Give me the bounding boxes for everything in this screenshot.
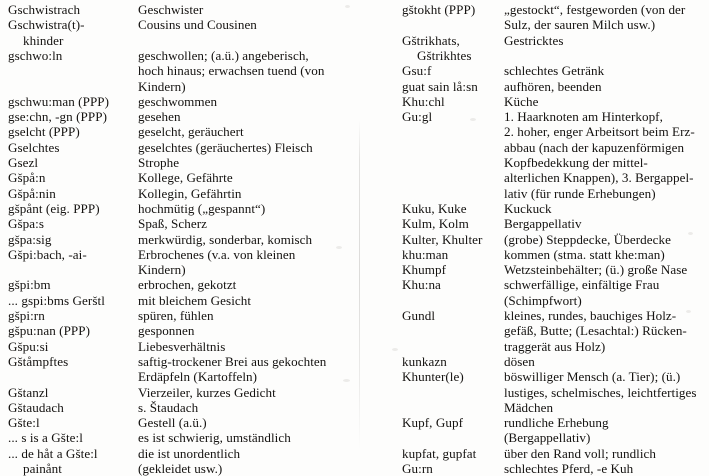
glossary-line — [0, 33, 355, 48]
glossary-definition: merkwürdig, sonderbar, komisch — [138, 231, 313, 247]
glossary-definition: geschwommen — [138, 93, 218, 109]
glossary-definition: hoch hinaus; erwachsen tuend (von — [138, 63, 325, 79]
glossary-headword: gschwo:ln — [8, 47, 63, 63]
glossary-line — [0, 339, 355, 354]
glossary-definition: geselchtes (geräuchertes) Fleisch — [138, 139, 313, 155]
glossary-definition: gesehen — [138, 109, 181, 125]
glossary-line — [355, 17, 709, 32]
glossary-definition: hochmütig („gespannt“) — [138, 200, 266, 216]
glossary-headword: khu:man — [402, 246, 449, 262]
glossary-line — [0, 79, 355, 94]
glossary-line — [355, 155, 709, 170]
glossary-definition: Kollege, Gefährte — [138, 170, 233, 186]
glossary-definition: kleines, rundes, bauchiges Holz- — [504, 308, 677, 323]
glossary-headword: Kuku, Kuke — [402, 200, 467, 216]
glossary-line — [355, 323, 709, 338]
glossary-headword: Gschwistrach — [8, 2, 81, 17]
glossary-definition: 2. hoher, enger Arbeitsort beim Erz- — [504, 124, 695, 140]
glossary-headword: gšpa:sig — [8, 231, 52, 247]
glossary-line — [0, 216, 355, 231]
glossary-headword: gšpu:nan (PPP) — [8, 323, 91, 339]
glossary-definition: traggerät aus Holz) — [504, 338, 606, 354]
glossary-headword: gšpånt (eig. PPP) — [8, 200, 100, 216]
glossary-headword: Gštrikhtes — [417, 47, 472, 63]
glossary-headword: Kulter, Khulter — [402, 231, 483, 247]
glossary-definition: (Bergappellativ) — [504, 430, 591, 446]
glossary-headword: Gu:gl — [402, 109, 433, 125]
glossary-definition: Liebesverhältnis — [138, 338, 226, 354]
glossary-headword: painånt — [23, 461, 62, 476]
glossary-headword: Gšpå:n — [8, 170, 46, 186]
glossary-line — [355, 2, 709, 17]
glossary-definition: lativ (für runde Erhebungen) — [504, 185, 656, 201]
glossary-line — [0, 201, 355, 216]
glossary-definition: schlechtes Pferd, -e Kuh — [504, 461, 634, 476]
glossary-definition: aufhören, beenden — [504, 78, 602, 94]
glossary-headword: ... de håt a Gšte:l — [8, 445, 98, 461]
glossary-definition: Spaß, Scherz — [138, 216, 207, 232]
glossary-line — [355, 415, 709, 430]
glossary-headword: Khu:chl — [402, 93, 445, 109]
glossary-line — [355, 63, 709, 78]
glossary-line — [0, 415, 355, 430]
glossary-headword: Gschwistra(t)- — [8, 17, 85, 33]
glossary-line — [355, 369, 709, 384]
glossary-line — [355, 262, 709, 277]
glossary-definition: Kindern) — [138, 262, 186, 278]
glossary-definition: mit bleichem Gesicht — [138, 292, 252, 308]
glossary-line — [0, 308, 355, 323]
glossary-definition: Gestricktes — [504, 32, 564, 48]
glossary-headword: gse:chn, -gn (PPP) — [8, 109, 108, 125]
glossary-headword: Gsezl — [8, 155, 39, 170]
glossary-line — [0, 232, 355, 247]
glossary-headword: Gšpa:s — [8, 216, 45, 232]
glossary-line — [355, 293, 709, 308]
glossary-line — [0, 140, 355, 155]
glossary-headword: ... s is a Gšte:l — [8, 430, 83, 446]
glossary-definition: die ist unordentlich — [138, 445, 241, 461]
glossary-line — [355, 79, 709, 94]
glossary-headword: Khumpf — [402, 262, 447, 278]
glossary-line — [355, 232, 709, 247]
glossary-headword: kupfat, gupfat — [402, 445, 477, 461]
glossary-line — [355, 354, 709, 369]
glossary-line — [355, 247, 709, 262]
glossary-headword: Gsu:f — [402, 63, 432, 79]
glossary-definition: erbrochen, gekotzt — [138, 277, 237, 293]
glossary-line — [0, 247, 355, 262]
glossary-headword: kunkazn — [402, 353, 447, 369]
dictionary-column-right — [355, 0, 709, 476]
glossary-line — [0, 354, 355, 369]
glossary-headword: Gštåmpftes — [8, 353, 69, 369]
glossary-definition: Gestell (a.ü.) — [138, 415, 207, 431]
glossary-definition: es ist schwierig, umständlich — [138, 430, 291, 446]
glossary-line — [355, 170, 709, 185]
glossary-line — [355, 48, 709, 63]
glossary-definition: Mädchen — [504, 399, 554, 415]
glossary-line — [355, 385, 709, 400]
glossary-headword: Kulm, Kolm — [402, 216, 469, 232]
glossary-headword: gšpi:bm — [8, 277, 51, 293]
glossary-headword: Gšte:l — [8, 415, 40, 431]
glossary-definition: Geschwister — [138, 2, 204, 17]
glossary-definition: (gekleidet usw.) — [138, 461, 223, 476]
glossary-definition: Wetzsteinbehälter; (ü.) große Nase — [504, 262, 688, 278]
glossary-definition: dösen — [504, 353, 535, 369]
glossary-line — [355, 33, 709, 48]
glossary-headword: gšpi:rn — [8, 308, 45, 323]
glossary-headword: Khu:na — [402, 277, 441, 293]
glossary-definition: geschwollen; (a.ü.) angeberisch, — [138, 47, 309, 63]
glossary-definition: Erdäpfeln (Kartoffeln) — [138, 369, 258, 385]
glossary-definition: abbau (nach der kapuzenförmigen — [504, 139, 685, 155]
glossary-headword: Gštrikhats, — [402, 32, 460, 48]
glossary-definition: Cousins und Cousinen — [138, 17, 257, 33]
glossary-definition: gefäß, Butte; (Lesachtal:) Rücken- — [504, 323, 687, 339]
glossary-definition: schlechtes Getränk — [504, 63, 605, 79]
glossary-line — [0, 124, 355, 139]
glossary-definition: böswilliger Mensch (a. Tier); (ü.) — [504, 369, 681, 385]
glossary-line — [0, 109, 355, 124]
glossary-line — [355, 446, 709, 461]
glossary-line — [355, 430, 709, 445]
glossary-line — [0, 63, 355, 78]
glossary-line — [355, 400, 709, 415]
glossary-line — [0, 323, 355, 338]
glossary-line — [0, 170, 355, 185]
glossary-line — [355, 94, 709, 109]
glossary-line — [0, 446, 355, 461]
glossary-definition: alterlichen Knappen), 3. Bergappel- — [504, 170, 694, 186]
glossary-definition: Vierzeiler, kurzes Gedicht — [138, 384, 276, 400]
glossary-line — [355, 308, 709, 323]
glossary-definition: über den Rand voll; rundlich — [504, 445, 657, 461]
glossary-headword: Gštanzl — [8, 384, 49, 400]
glossary-definition: Strophe — [138, 155, 180, 170]
glossary-headword: Gštaudach — [8, 399, 64, 415]
glossary-headword: Gselchtes — [8, 139, 60, 155]
glossary-headword: gselcht (PPP) — [8, 124, 80, 140]
glossary-headword: ... gspi:bms Gerštl — [8, 292, 105, 308]
glossary-definition: 1. Haarknoten am Hinterkopf, — [504, 109, 663, 125]
glossary-headword: Gu:rn — [402, 461, 433, 476]
glossary-line — [355, 186, 709, 201]
glossary-definition: (Schimpfwort) — [504, 292, 582, 308]
glossary-definition: Kuckuck — [504, 200, 552, 216]
glossary-line — [0, 48, 355, 63]
glossary-definition: lustiges, schelmisches, leichtfertiges — [504, 384, 697, 400]
glossary-definition: Küche — [504, 93, 539, 109]
glossary-line — [0, 186, 355, 201]
glossary-definition: saftig-trockener Brei aus gekochten — [138, 353, 327, 369]
glossary-line — [355, 140, 709, 155]
glossary-headword: khinder — [23, 32, 64, 48]
glossary-definition: schwerfällige, einfältige Frau — [504, 277, 660, 293]
glossary-line — [0, 369, 355, 384]
glossary-line — [0, 94, 355, 109]
glossary-definition: Kopfbedekkung der mittel- — [504, 155, 648, 170]
glossary-definition: Kindern) — [138, 78, 186, 94]
glossary-headword: Khunter(le) — [402, 369, 464, 385]
glossary-headword: guat sain lå:sn — [402, 78, 478, 94]
glossary-line — [0, 17, 355, 32]
glossary-headword: Gšpi:bach, -ai- — [8, 246, 87, 262]
glossary-line — [355, 124, 709, 139]
glossary-headword: Gšpå:nin — [8, 185, 56, 201]
glossary-definition: spüren, fühlen — [138, 308, 214, 323]
glossary-line — [355, 201, 709, 216]
glossary-line — [355, 216, 709, 231]
glossary-headword: Gšpu:si — [8, 338, 49, 354]
glossary-definition: rundliche Erhebung — [504, 415, 609, 431]
glossary-line — [355, 339, 709, 354]
glossary-line — [0, 430, 355, 445]
glossary-definition: geselcht, geräuchert — [138, 124, 244, 140]
glossary-definition: kommen (stma. statt khe:man) — [504, 246, 665, 262]
glossary-definition: Erbrochenes (v.a. von kleinen — [138, 246, 296, 262]
glossary-definition: gesponnen — [138, 323, 195, 339]
glossary-definition: Bergappellativ — [504, 216, 582, 232]
glossary-line — [0, 277, 355, 292]
glossary-definition: s. Štaudach — [138, 399, 199, 415]
glossary-line — [0, 385, 355, 400]
glossary-line — [0, 155, 355, 170]
glossary-line — [355, 109, 709, 124]
glossary-headword: gštokht (PPP) — [402, 2, 476, 17]
glossary-line — [0, 293, 355, 308]
glossary-line — [0, 400, 355, 415]
glossary-line — [0, 262, 355, 277]
glossary-line — [0, 2, 355, 17]
glossary-headword: Kupf, Gupf — [402, 415, 464, 431]
glossary-definition: Kollegin, Gefährtin — [138, 185, 242, 201]
glossary-definition: (grobe) Steppdecke, Überdecke — [504, 231, 671, 247]
glossary-definition: „gestockt“, festgeworden (von der — [504, 2, 686, 17]
glossary-definition: Sulz, der sauren Milch usw.) — [504, 17, 656, 33]
glossary-line — [355, 277, 709, 292]
glossary-headword: Gundl — [402, 308, 436, 323]
glossary-headword: gschwu:man (PPP) — [8, 93, 110, 109]
